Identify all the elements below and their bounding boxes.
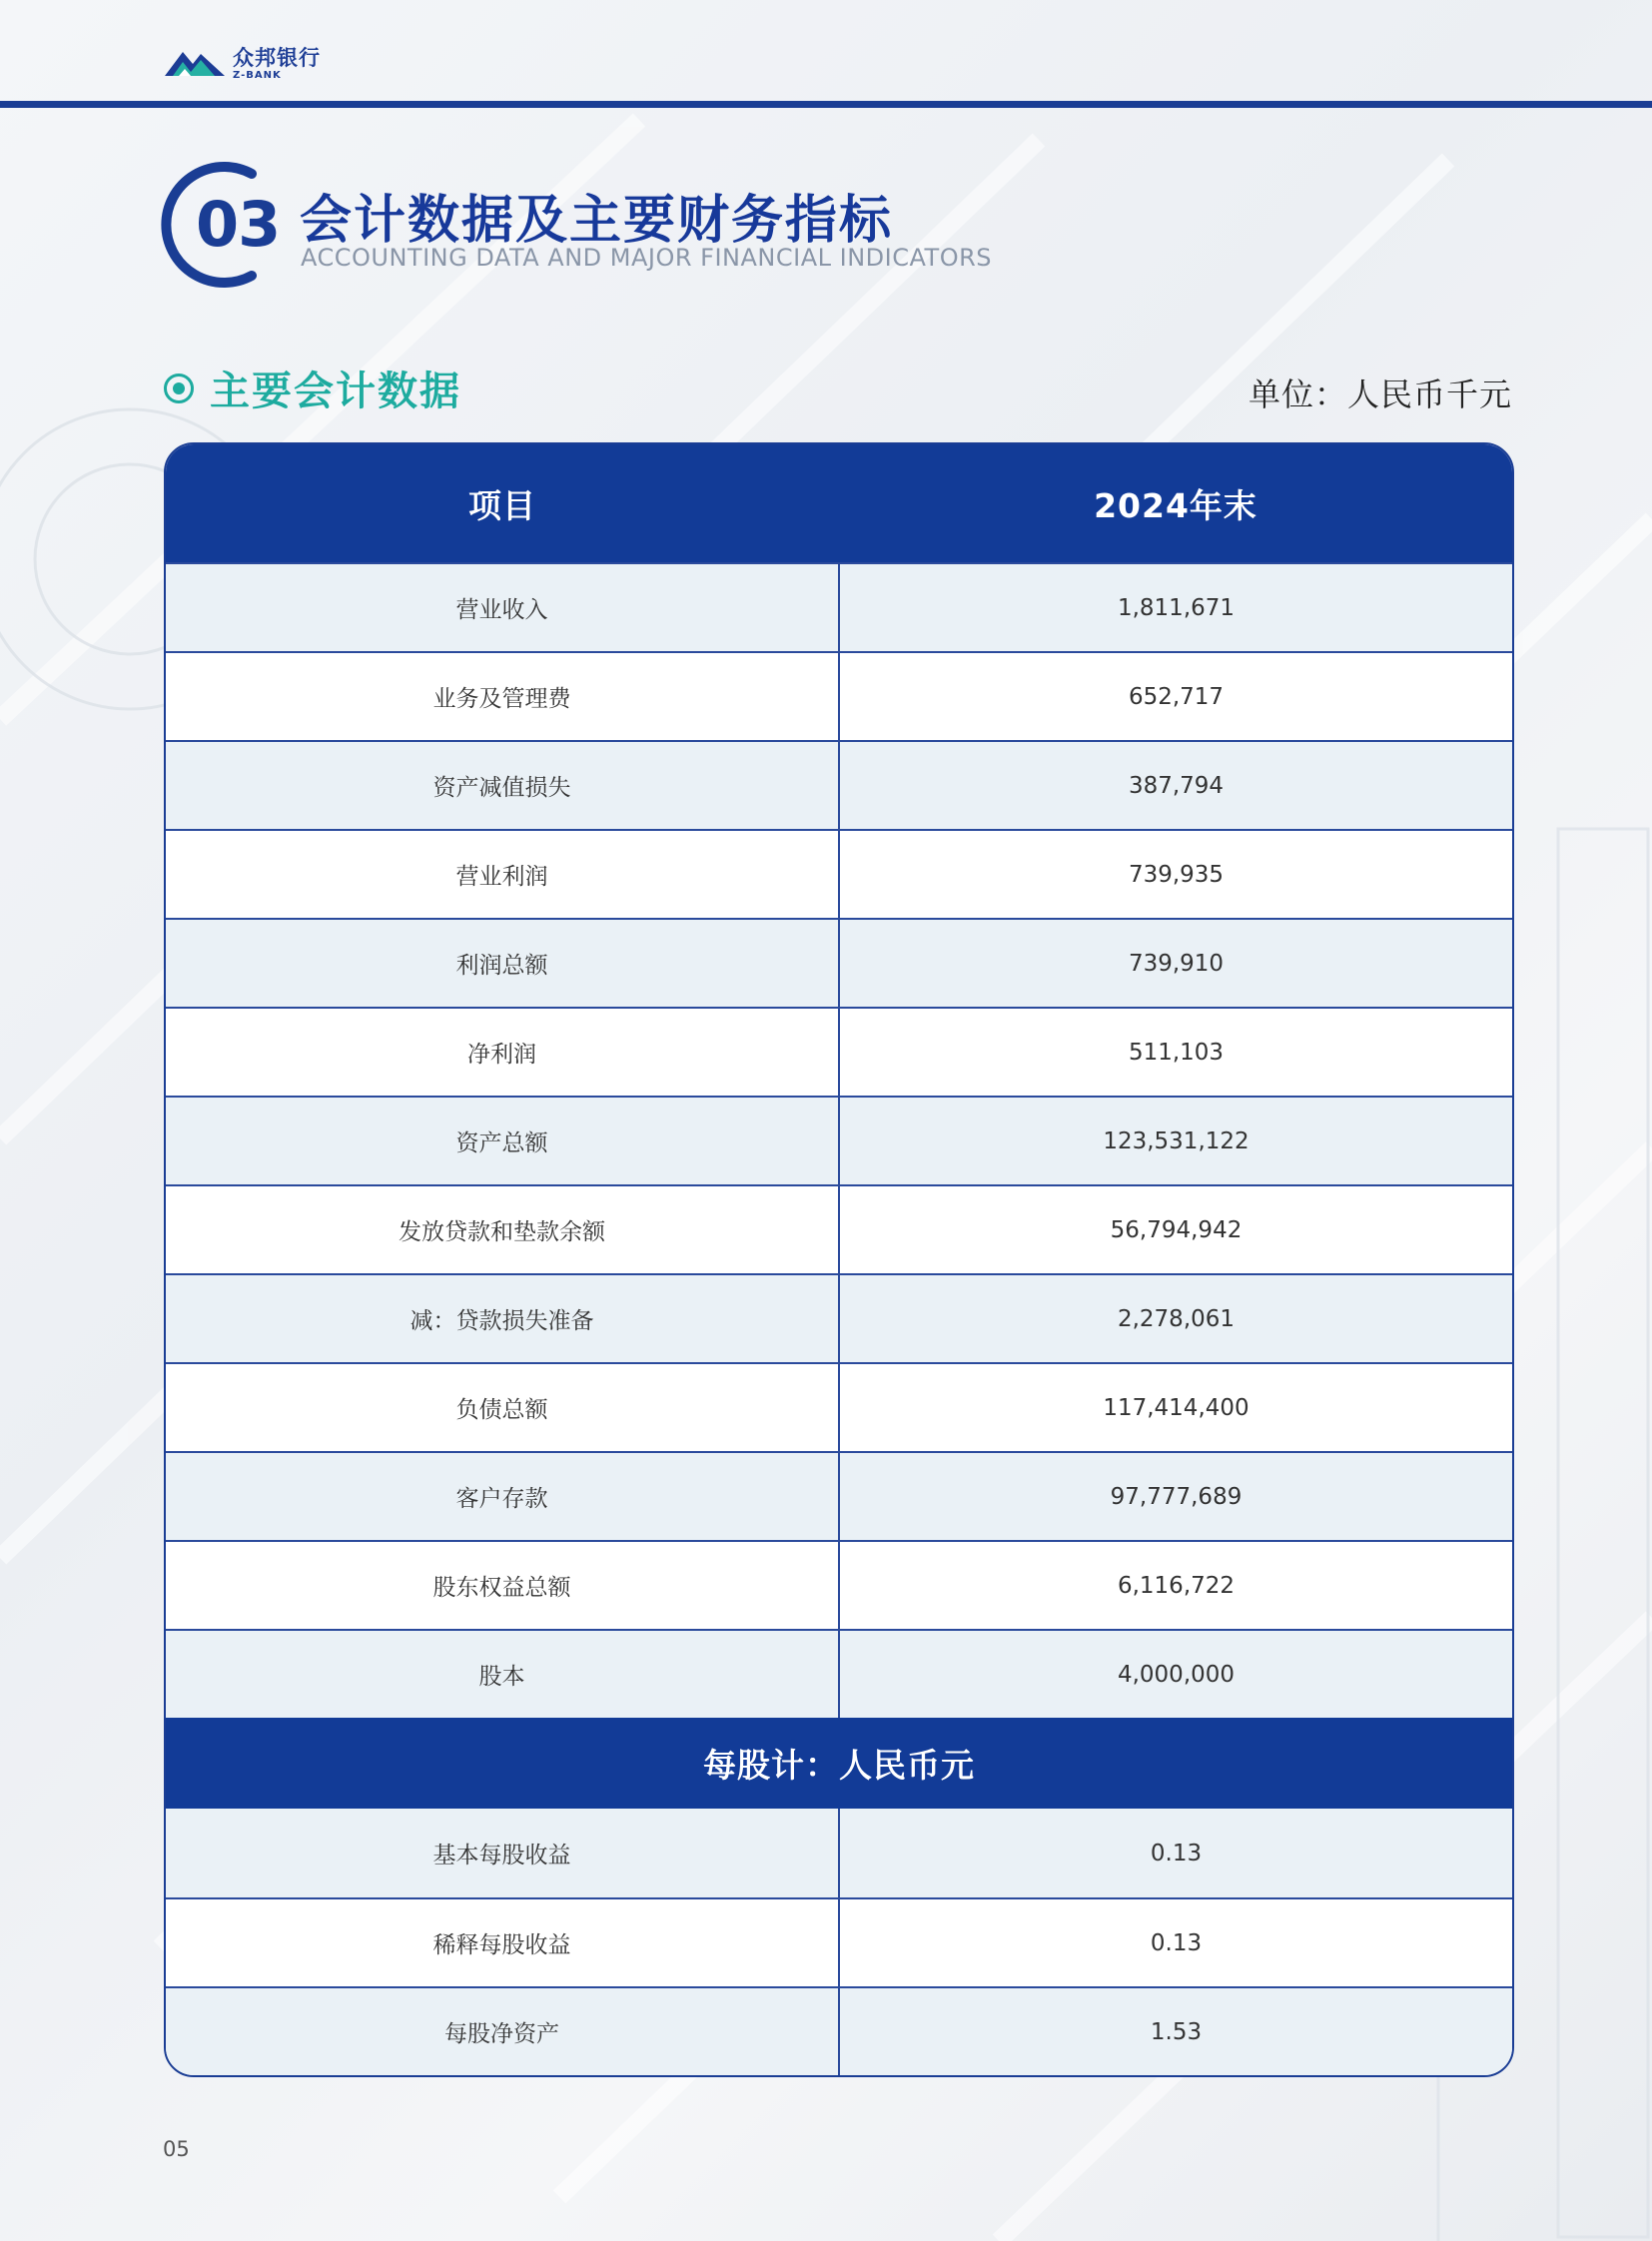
row-value: 117,414,400	[1103, 1394, 1249, 1421]
row-label: 减：贷款损失准备	[166, 1275, 840, 1362]
header-year-end: 2024年末	[1094, 485, 1257, 525]
row-label: 每股净资产	[166, 1988, 840, 2075]
logo-name-cn: 众邦银行	[233, 45, 321, 70]
bullet-dot-icon	[164, 374, 194, 403]
table-row	[166, 562, 1512, 651]
section-number: 03	[196, 188, 281, 261]
row-label: 股本	[166, 1631, 840, 1718]
table-row	[166, 740, 1512, 829]
header-rule	[0, 101, 1652, 108]
per-share-heading: 每股计：人民币元	[166, 1718, 1512, 1809]
row-value: 4,000,000	[1117, 1661, 1236, 1688]
row-label: 负债总额	[166, 1364, 840, 1451]
section-subtitle: ACCOUNTING DATA AND MAJOR FINANCIAL INDICATORS	[301, 244, 992, 272]
row-label: 净利润	[166, 1009, 840, 1096]
row-value: 1.53	[1150, 2018, 1203, 2045]
table-header	[166, 444, 1512, 562]
row-value: 652,717	[1128, 683, 1225, 710]
row-value: 0.13	[1150, 1840, 1203, 1867]
row-label: 营业利润	[166, 831, 840, 918]
row-label: 客户存款	[166, 1453, 840, 1540]
table-row	[166, 1096, 1512, 1184]
row-value: 56,794,942	[1110, 1216, 1242, 1243]
row-label: 发放贷款和垫款余额	[166, 1186, 840, 1273]
table-row	[166, 1986, 1512, 2075]
table-row	[166, 1362, 1512, 1451]
row-label: 股东权益总额	[166, 1542, 840, 1629]
page-number: 05	[163, 2137, 190, 2161]
row-label: 业务及管理费	[166, 653, 840, 740]
table-row	[166, 1897, 1512, 1986]
bank-logo	[163, 44, 323, 84]
row-label: 营业收入	[166, 564, 840, 651]
table-row	[166, 1273, 1512, 1362]
row-value: 387,794	[1128, 772, 1225, 799]
section-title: 会计数据及主要财务指标	[300, 191, 894, 251]
row-label: 利润总额	[166, 920, 840, 1007]
row-value: 739,910	[1128, 950, 1225, 977]
table-row	[166, 1540, 1512, 1629]
logo-name-en: Z-BANK	[233, 69, 282, 81]
table-row	[166, 1809, 1512, 1897]
table-row	[166, 1629, 1512, 1718]
row-value: 97,777,689	[1110, 1483, 1242, 1510]
row-label: 资产减值损失	[166, 742, 840, 829]
table-row	[166, 1451, 1512, 1540]
mountain-logo-icon	[163, 46, 227, 82]
row-value: 6,116,722	[1117, 1572, 1236, 1599]
header-item: 项目	[468, 485, 536, 525]
accounting-data-table	[164, 442, 1514, 2077]
table-row	[166, 651, 1512, 740]
row-label: 稀释每股收益	[166, 1899, 840, 1986]
row-label: 基本每股收益	[166, 1809, 840, 1897]
table-row	[166, 829, 1512, 918]
row-value: 123,531,122	[1103, 1127, 1249, 1154]
subsection-title: 主要会计数据	[210, 369, 461, 414]
row-value: 1,811,671	[1117, 594, 1236, 621]
table-row	[166, 918, 1512, 1007]
row-value: 2,278,061	[1117, 1305, 1236, 1332]
row-value: 0.13	[1150, 1929, 1203, 1956]
row-value: 739,935	[1128, 861, 1225, 888]
table-row	[166, 1184, 1512, 1273]
row-value: 511,103	[1128, 1039, 1225, 1066]
row-label: 资产总额	[166, 1098, 840, 1184]
unit-label: 单位：人民币千元	[1247, 375, 1512, 413]
table-row	[166, 1007, 1512, 1096]
